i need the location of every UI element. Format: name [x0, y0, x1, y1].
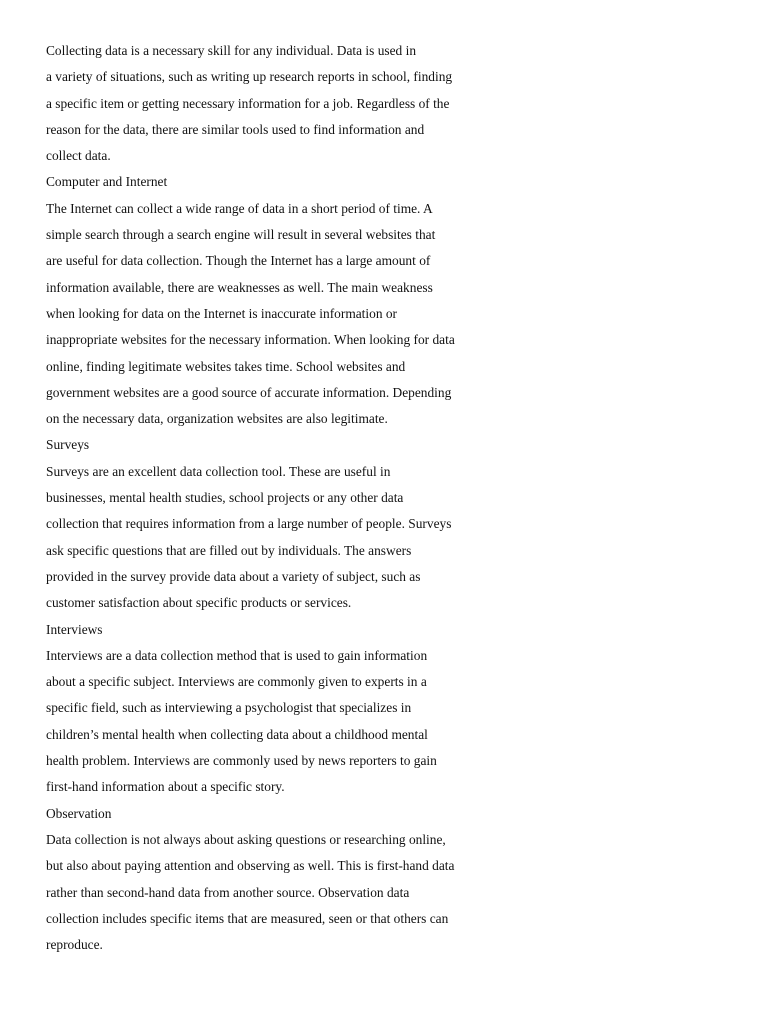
surveys-line-3: collection that requires information from a large number of people. Surveys: [46, 516, 452, 532]
interviews-line-1: Interviews are a data collection method that is used to gain information: [46, 647, 428, 663]
surveys-line-1: Surveys are an excellent data collection tool. These are useful in: [46, 463, 391, 479]
interviews-line-6: first-hand information about a specific story.: [46, 779, 285, 795]
intro-line-3: a specific item or getting necessary information for a job. Regardless of the: [46, 95, 450, 111]
internet-line-5: when looking for data on the Internet is inaccurate information or: [46, 305, 398, 321]
internet-line-3: are useful for data collection. Though the Internet has a large amount of: [46, 253, 431, 269]
surveys-line-5: provided in the survey provide data about a variety of subject, such as: [46, 568, 421, 584]
internet-line-6: inappropriate websites for the necessary information. When looking for data: [46, 332, 455, 348]
heading-interviews: Interviews: [46, 621, 103, 637]
observation-line-4: collection includes specific items that are measured, seen or that others can: [46, 910, 449, 926]
surveys-line-2: businesses, mental health studies, school projects or any other data: [46, 490, 404, 506]
intro-line-4: reason for the data, there are similar tools used to find information and: [46, 121, 425, 137]
observation-line-3: rather than second-hand data from another source. Observation data: [46, 884, 410, 900]
observation-line-5: reproduce.: [46, 937, 103, 953]
surveys-line-4: ask specific questions that are filled out by individuals. The answers: [46, 542, 412, 558]
surveys-line-6: customer satisfaction about specific products or services.: [46, 595, 352, 611]
observation-line-2: but also about paying attention and observing as well. This is first-hand data: [46, 858, 455, 874]
internet-line-7: online, finding legitimate websites takes time. School websites and: [46, 358, 406, 374]
internet-line-1: The Internet can collect a wide range of data in a short period of time. A: [46, 200, 433, 216]
interviews-line-4: children’s mental health when collecting data about a childhood mental: [46, 726, 428, 742]
interviews-line-2: about a specific subject. Interviews are commonly given to experts in a: [46, 674, 427, 690]
heading-observation: Observation: [46, 805, 112, 821]
document-body: [46, 38, 746, 958]
heading-surveys: Surveys: [46, 437, 90, 453]
interviews-line-5: health problem. Interviews are commonly used by news reporters to gain: [46, 753, 437, 769]
intro-line-5: collect data.: [46, 148, 111, 164]
observation-line-1: Data collection is not always about asking questions or researching online,: [46, 831, 446, 847]
internet-line-9: on the necessary data, organization websites are also legitimate.: [46, 411, 388, 427]
intro-line-2: a variety of situations, such as writing up research reports in school, finding: [46, 69, 453, 85]
internet-line-2: simple search through a search engine will result in several websites that: [46, 227, 436, 243]
internet-line-4: information available, there are weaknesses as well. The main weakness: [46, 279, 433, 295]
interviews-line-3: specific field, such as interviewing a psychologist that specializes in: [46, 700, 412, 716]
internet-line-8: government websites are a good source of accurate information. Depending: [46, 384, 452, 400]
heading-computer-internet: Computer and Internet: [46, 174, 168, 190]
intro-line-1: Collecting data is a necessary skill for any individual. Data is used in: [46, 43, 417, 58]
